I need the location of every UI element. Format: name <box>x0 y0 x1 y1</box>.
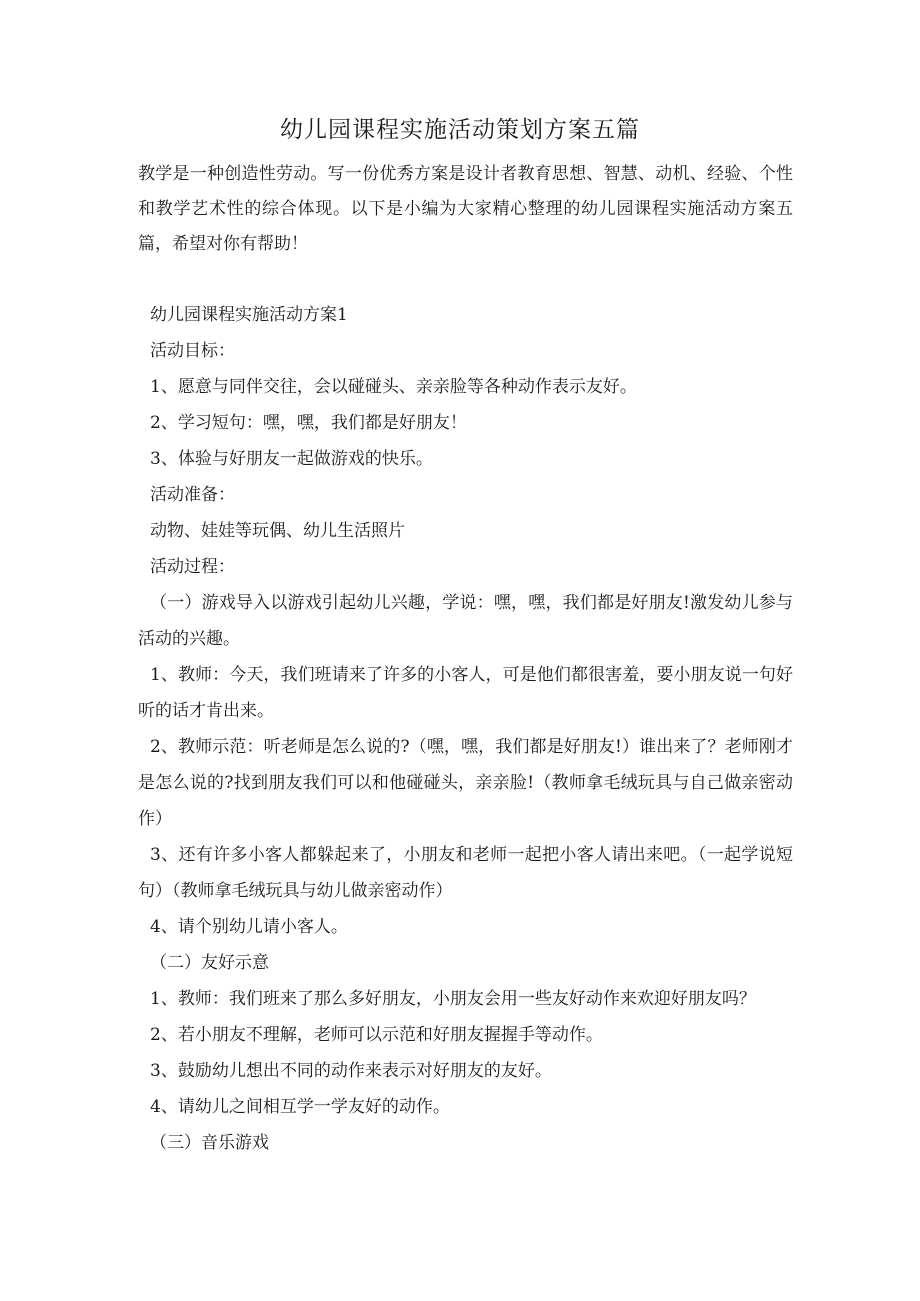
goal-item: 1、愿意与同伴交往，会以碰碰头、亲亲脸等各种动作表示友好。 <box>150 377 637 397</box>
goal-item: 2、学习短句：嘿，嘿，我们都是好朋友！ <box>150 413 467 433</box>
process-paragraph: （一）游戏导入以游戏引起幼儿兴趣，学说：嘿，嘿，我们都是好朋友!激发幼儿参与活动的兴趣。 <box>138 593 793 649</box>
section-heading: 幼儿园课程实施活动方案1 <box>150 305 348 325</box>
subheading-goals: 活动目标： <box>150 341 235 361</box>
document-title: 幼儿园课程实施活动策划方案五篇 <box>280 117 640 143</box>
process-paragraph: 3、还有许多小客人都躲起来了，小朋友和老师一起把小客人请出来吧。（一起学说短句）（教师拿毛绒玩具与幼儿做亲密动作） <box>138 845 793 901</box>
preparation-text: 动物、娃娃等玩偶、幼儿生活照片 <box>150 521 405 541</box>
process-paragraph: 4、请幼儿之间相互学一学友好的动作。 <box>150 1097 450 1117</box>
process-subheading: （二）友好示意 <box>150 953 269 973</box>
document-body <box>138 297 793 1161</box>
process-paragraph: 1、教师：我们班来了那么多好朋友，小朋友会用一些友好动作来欢迎好朋友吗？ <box>150 989 756 1009</box>
intro-paragraph: 教学是一种创造性劳动。写一份优秀方案是设计者教育思想、智慧、动机、经验、个性和教学艺术性的综合体现。以下是小编为大家精心整理的幼儿园课程实施活动方案五篇，希望对你有帮助！ <box>138 164 793 254</box>
process-paragraph: 1、教师：今天，我们班请来了许多的小客人，可是他们都很害羞，要小朋友说一句好听的话才肯出来。 <box>138 665 793 721</box>
process-paragraph: 3、鼓励幼儿想出不同的动作来表示对好朋友的友好。 <box>150 1061 552 1081</box>
process-paragraph: 2、若小朋友不理解，老师可以示范和好朋友握握手等动作。 <box>150 1025 603 1045</box>
process-paragraph: 2、教师示范：听老师是怎么说的?（嘿，嘿，我们都是好朋友!）谁出来了？老师刚才是怎么说的?找到朋友我们可以和他碰碰头，亲亲脸!（教师拿毛绒玩具与自己做亲密动作） <box>138 737 793 829</box>
process-subheading: （三）音乐游戏 <box>150 1133 269 1153</box>
subheading-process: 活动过程： <box>150 557 235 577</box>
goal-item: 3、体验与好朋友一起做游戏的快乐。 <box>150 449 433 469</box>
process-paragraph: 4、请个别幼儿请小客人。 <box>150 917 348 937</box>
subheading-preparation: 活动准备： <box>150 485 235 505</box>
